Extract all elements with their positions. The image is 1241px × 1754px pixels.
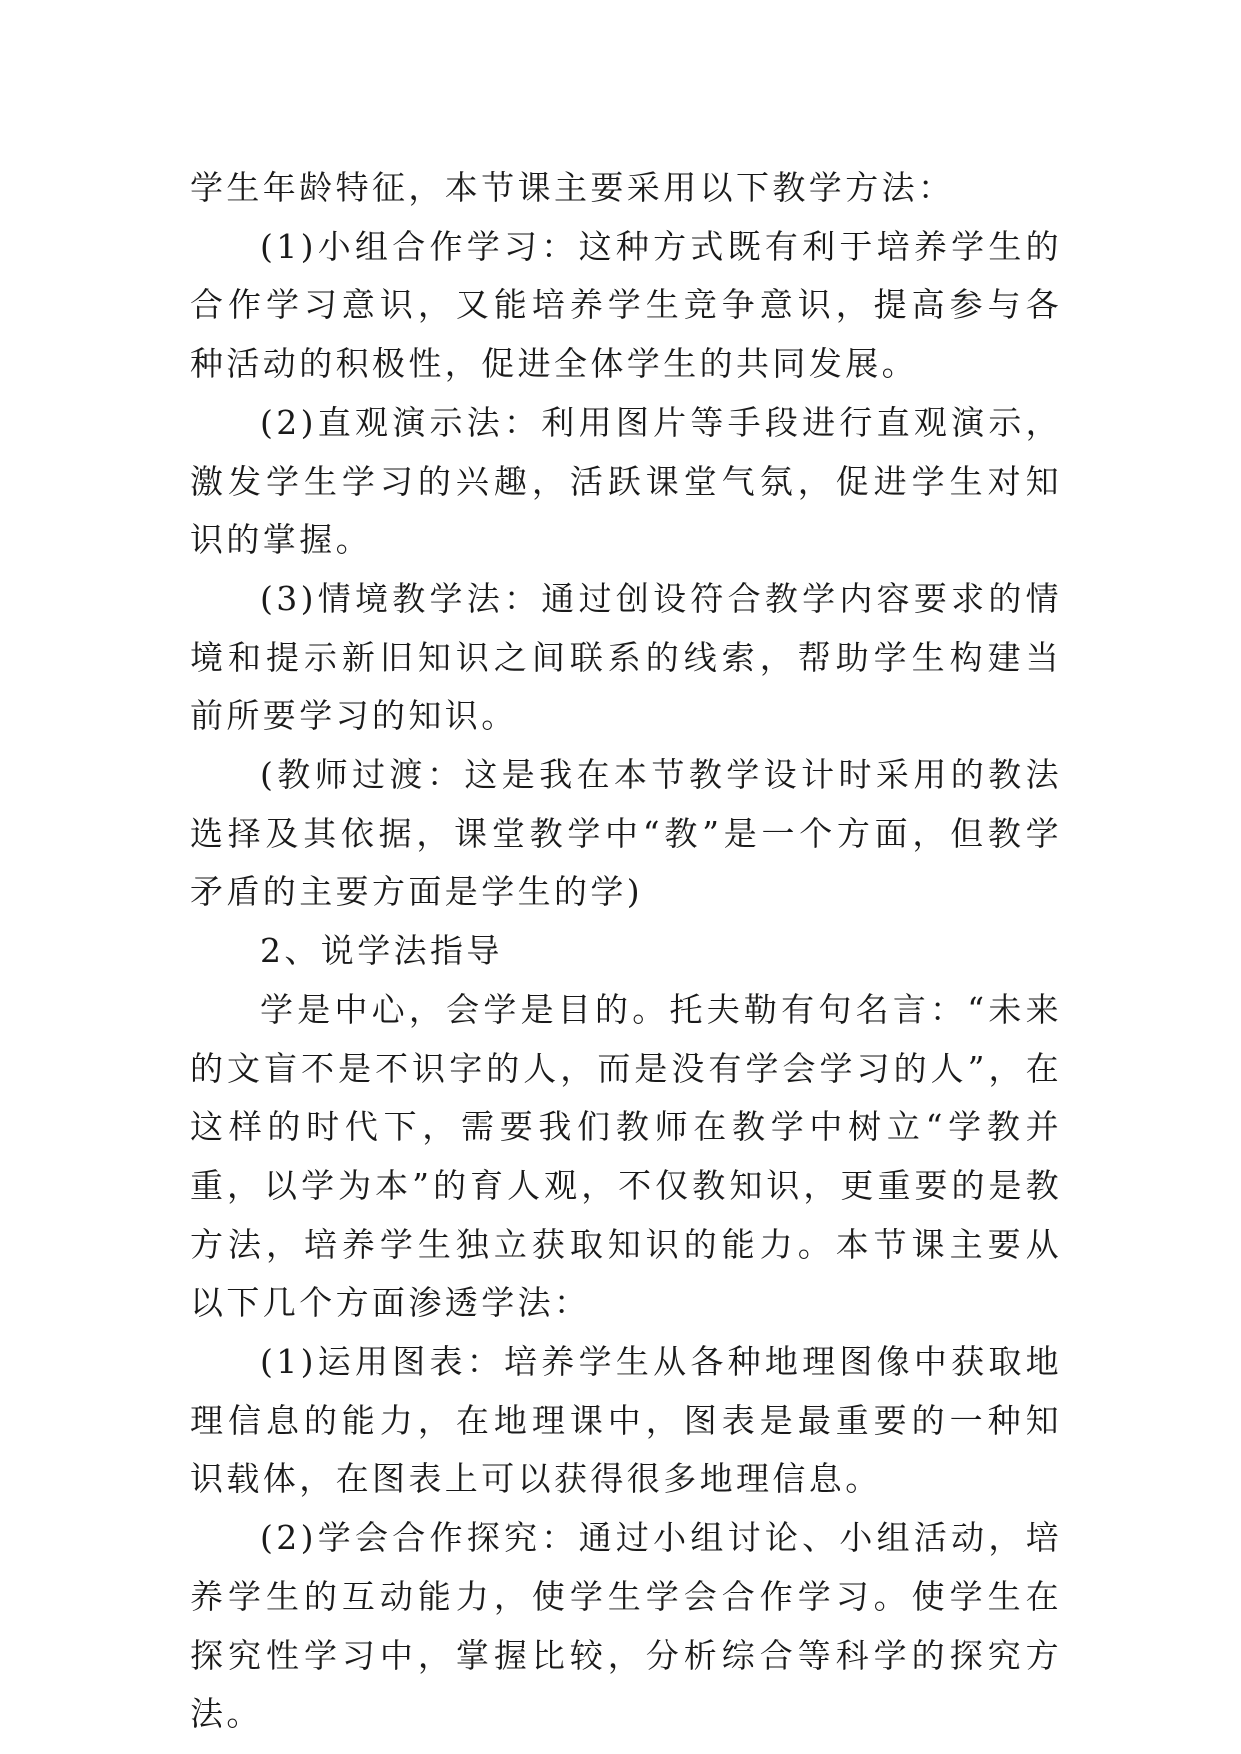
paragraph-9: (2)学会合作探究：通过小组讨论、小组活动，培养学生的互动能力，使学生学会合作学习。使学生在探究性学习中，掌握比较，分析综合等科学的探究方法。 <box>190 1518 1062 1734</box>
paragraph-2: (1)小组合作学习：这种方式既有利于培养学生的合作学习意识，又能培养学生竞争意识，提高参与各种活动的积极性，促进全体学生的共同发展。 <box>190 226 1062 384</box>
paragraph-7: 学是中心，会学是目的。托夫勒有句名言：“未来的文盲不是不识字的人，而是没有学会学习的人”，在这样的时代下，需要我们教师在教学中树立“学教并重，以学为本”的育人观，不仅教知识，更重要的是教方法，培养学生独立获取知识的能力。本节课主要从以下几个方面渗透学法： <box>190 989 1062 1323</box>
paragraph-1: 学生年龄特征，本节课主要采用以下教学方法： <box>190 168 955 207</box>
document-body <box>190 159 1062 1744</box>
section-heading-2: 2、说学法指导 <box>260 931 503 971</box>
paragraph-3: (2)直观演示法：利用图片等手段进行直观演示，激发学生学习的兴趣，活跃课堂气氛，促进学生对知识的掌握。 <box>190 402 1062 560</box>
paragraph-8: (1)运用图表：培养学生从各种地理图像中获取地理信息的能力，在地理课中，图表是最重要的一种知识载体，在图表上可以获得很多地理信息。 <box>190 1342 1062 1499</box>
paragraph-5: (教师过渡：这是我在本节教学设计时采用的教法选择及其依据，课堂教学中“教”是一个方面，但教学矛盾的主要方面是学生的学) <box>190 755 1062 912</box>
paragraph-4: (3)情境教学法：通过创设符合教学内容要求的情境和提示新旧知识之间联系的线索，帮助学生构建当前所要学习的知识。 <box>190 578 1062 736</box>
